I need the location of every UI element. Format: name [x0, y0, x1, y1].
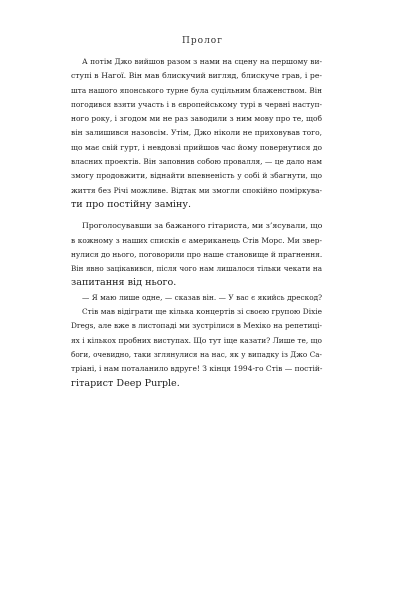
text-line: Стів мав відіграти ще кілька концертів зі своєю групою Dixie — [82, 307, 322, 317]
text-line: змогу продовжити, віднайти впевненість у собі й збагнути, що — [71, 171, 322, 181]
paragraph — [60, 55, 322, 212]
text-line: життя без Річі можливе. Відтак ми змогли спокійно поміркува- — [71, 185, 322, 195]
text-line: що має свій гурт, і невдовзі прийшов час йому повернутися до — [71, 142, 322, 152]
text-line: Dregs, але вже в листопаді ми зустрілися в Мехіко на репетиці- — [71, 321, 322, 331]
text-line: Він явно зацікавився, після чого нам лишалося тільки чекати на — [71, 264, 322, 274]
text-line: ях і кількох пробних виступах. Що тут іще казати? Лише те, що — [71, 335, 322, 345]
text-line: нулися до нього, поговорили про наше становище й прагнення. — [71, 249, 323, 259]
paragraph — [60, 219, 322, 290]
text-line: А потім Джо вийшов разом з нами на сцену на першому ви- — [82, 57, 322, 66]
paragraph — [60, 291, 322, 305]
paragraph — [60, 305, 322, 391]
text-line: гітарист Deep Purple. — [71, 377, 180, 389]
text-line: шта нашого японського турне була суцільним блаженством. Він — [71, 85, 322, 95]
text-line: тріані, і нам поталанило вдруге! З кінця 1994-го Стів — постій- — [71, 364, 323, 374]
text-line: Проголосувавши за бажаного гітариста, ми з’ясували, що — [82, 221, 323, 231]
text-line: погодився взяти участь і в європейському турі в червні наступ- — [71, 99, 322, 109]
text-line: ного року, і згодом ми не раз заводили з ним мову про те, щоб — [71, 114, 322, 124]
body-text — [60, 55, 322, 391]
text-line: він залишився назовсім. Утім, Джо ніколи не приховував того, — [71, 128, 322, 138]
running-head: Пролог — [182, 36, 223, 46]
text-line: ступі в Нагої. Він мав блискучий вигляд, блискуче грав, і ре- — [71, 71, 322, 81]
text-line: — Я маю лише одне, — сказав він. — У вас є якийсь дрескод? — [82, 292, 322, 302]
text-line: боги, очевидно, таки зглянулися на нас, як у випадку із Джо Са- — [71, 349, 322, 359]
text-line: запитання від нього. — [71, 277, 177, 289]
text-line: власних проектів. Він заповнив собою провалля, — це дало нам — [71, 157, 322, 167]
text-line: ти про постійну заміну. — [71, 198, 192, 210]
text-line: в кожному з наших списків є американець Стів Морс. Ми звер- — [71, 235, 322, 245]
